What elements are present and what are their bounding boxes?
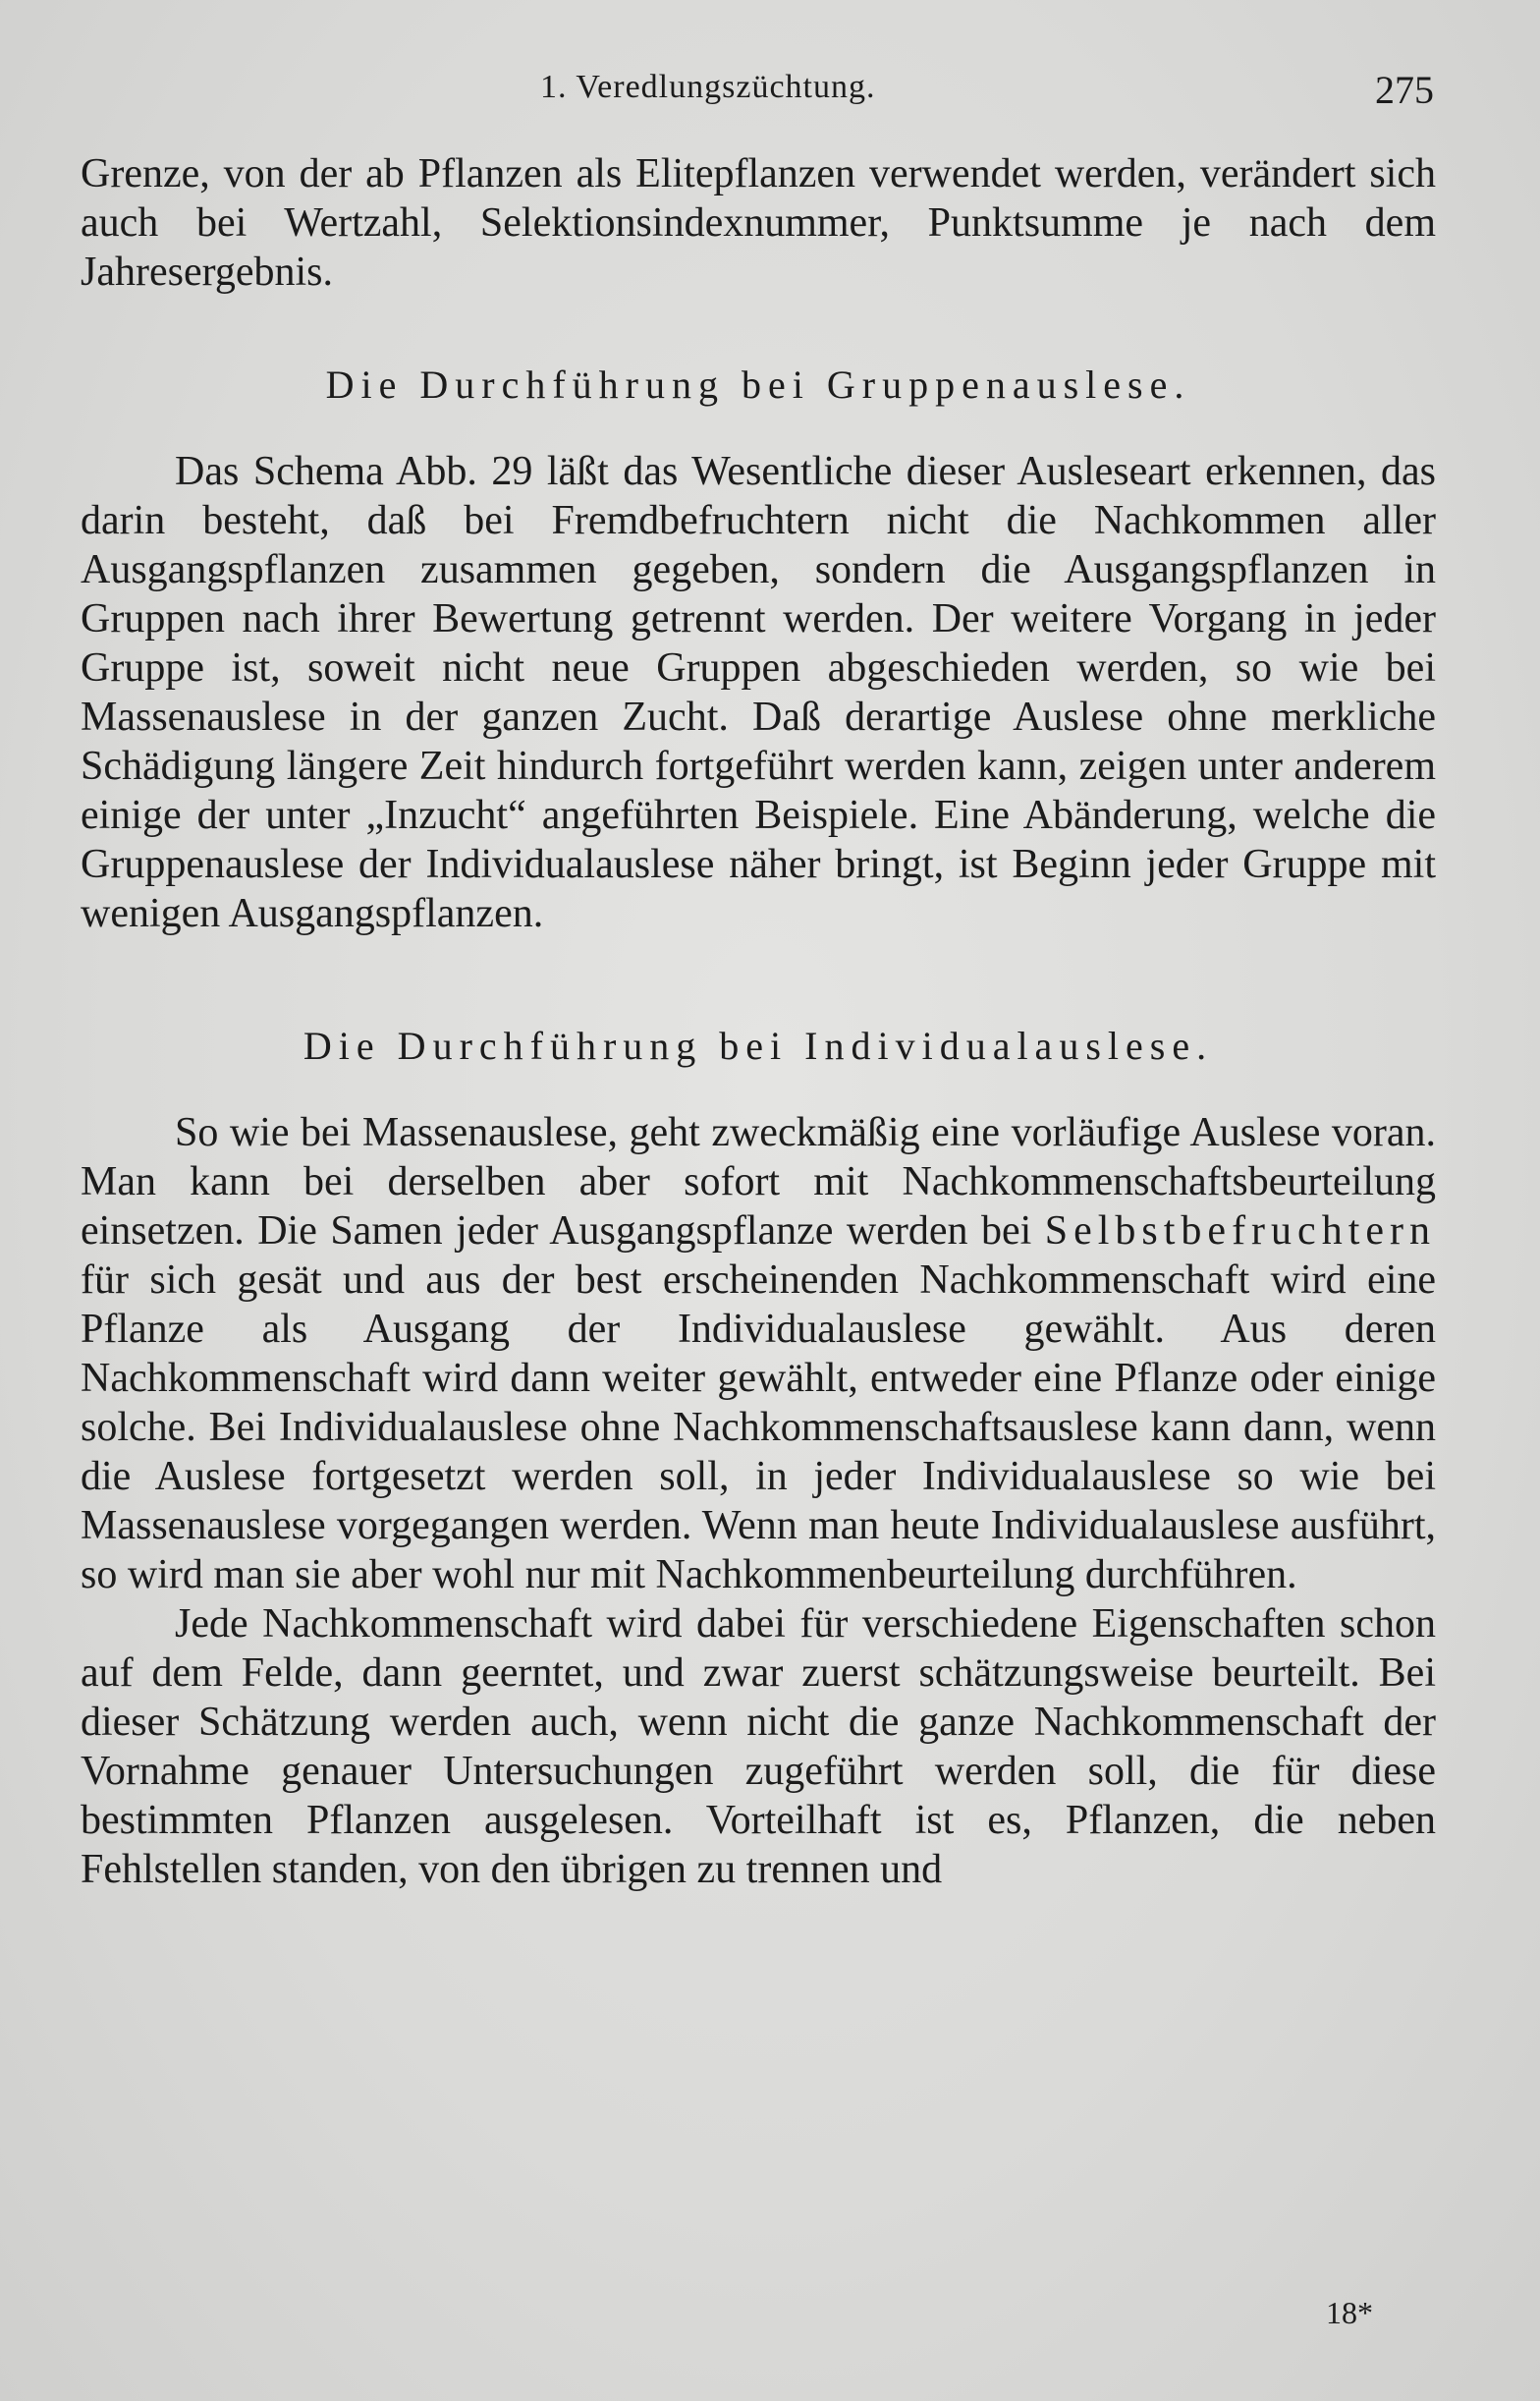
signature-mark: 18* (1326, 2295, 1373, 2330)
paragraph-individualauslese (81, 1108, 1436, 1599)
running-title: 1. Veredlungszüchtung. (540, 69, 876, 105)
paragraph-continuation: Grenze, von der ab Pflanzen als Elitepflanzen verwendet werden, verändert sich auch bei Wertzahl, Selektionsindexnummer, Punktsumme je nach dem Jahresergebnis. (81, 151, 1436, 295)
section-heading-gruppenauslese: Die Durchführung bei Gruppenauslese. (325, 363, 1191, 407)
emphasized-term: Selbstbefruchtern (1044, 1208, 1436, 1254)
paragraph-text: So wie bei Massenauslese, geht zweckmäßig eine vorläufige Auslese voran. Man kann bei derselben aber sofort mit Nachkommenschaftsbeurteilung einsetzen. Die Samen jeder Ausgangspflanze werden bei (81, 1110, 1436, 1254)
paragraph-text: für sich gesät und aus der best erscheinenden Nachkommenschaft wird eine Pflanze als Ausgang der Individualauslese gewählt. Aus deren Nachkommenschaft wird dann weiter gewählt, entweder eine Pflanze oder einige solche. Bei Individualauslese ohne Nachkommenschaftsauslese kann dann, wenn die Auslese fortgesetzt werden soll, in jeder Individualauslese so wie bei Massenauslese vorgegangen werden. Wenn man heute Individualauslese ausführt, so wird man sie aber wohl nur mit Nachkommenbeurteilung durchführen. (81, 1257, 1436, 1597)
body-text (81, 149, 1436, 1894)
page-number: 275 (1375, 68, 1434, 112)
section-heading-individualauslese: Die Durchführung bei Individualauslese. (302, 1024, 1214, 1068)
page-header (79, 61, 1434, 120)
paragraph-gruppenauslese: Das Schema Abb. 29 läßt das Wesentliche dieser Ausleseart erkennen, das darin besteht, daß bei Fremdbefruchtern nicht die Nachkommen aller Ausgangspflanzen zusammen gegeben, sondern die Ausgangspflanzen in Gruppen nach ihrer Bewertung getrennt werden. Der weitere Vorgang in jeder Gruppe ist, soweit nicht neue Gruppen abgeschieden werden, so wie bei Massenauslese in der ganzen Zucht. Daß derartige Auslese ohne merkliche Schädigung längere Zeit hindurch fortgeführt werden kann, zeigen unter anderem einige der unter „Inzucht“ angeführten Beispiele. Eine Abänderung, welche die Gruppenauslese der Individualauslese näher bringt, ist Beginn jeder Gruppe mit wenigen Ausgangspflanzen. (81, 449, 1436, 936)
paragraph-nachkommenschaft: Jede Nachkommenschaft wird dabei für verschiedene Eigenschaften schon auf dem Felde, dann geerntet, und zwar zuerst schätzungsweise beurteilt. Bei dieser Schätzung werden auch, wenn nicht die ganze Nachkommenschaft der Vornahme genauer Untersuchungen zugeführt werden soll, die für diese bestimmten Pflanzen ausgelesen. Vorteilhaft ist es, Pflanzen, die neben Fehlstellen standen, von den übrigen zu trennen und (81, 1601, 1436, 1892)
